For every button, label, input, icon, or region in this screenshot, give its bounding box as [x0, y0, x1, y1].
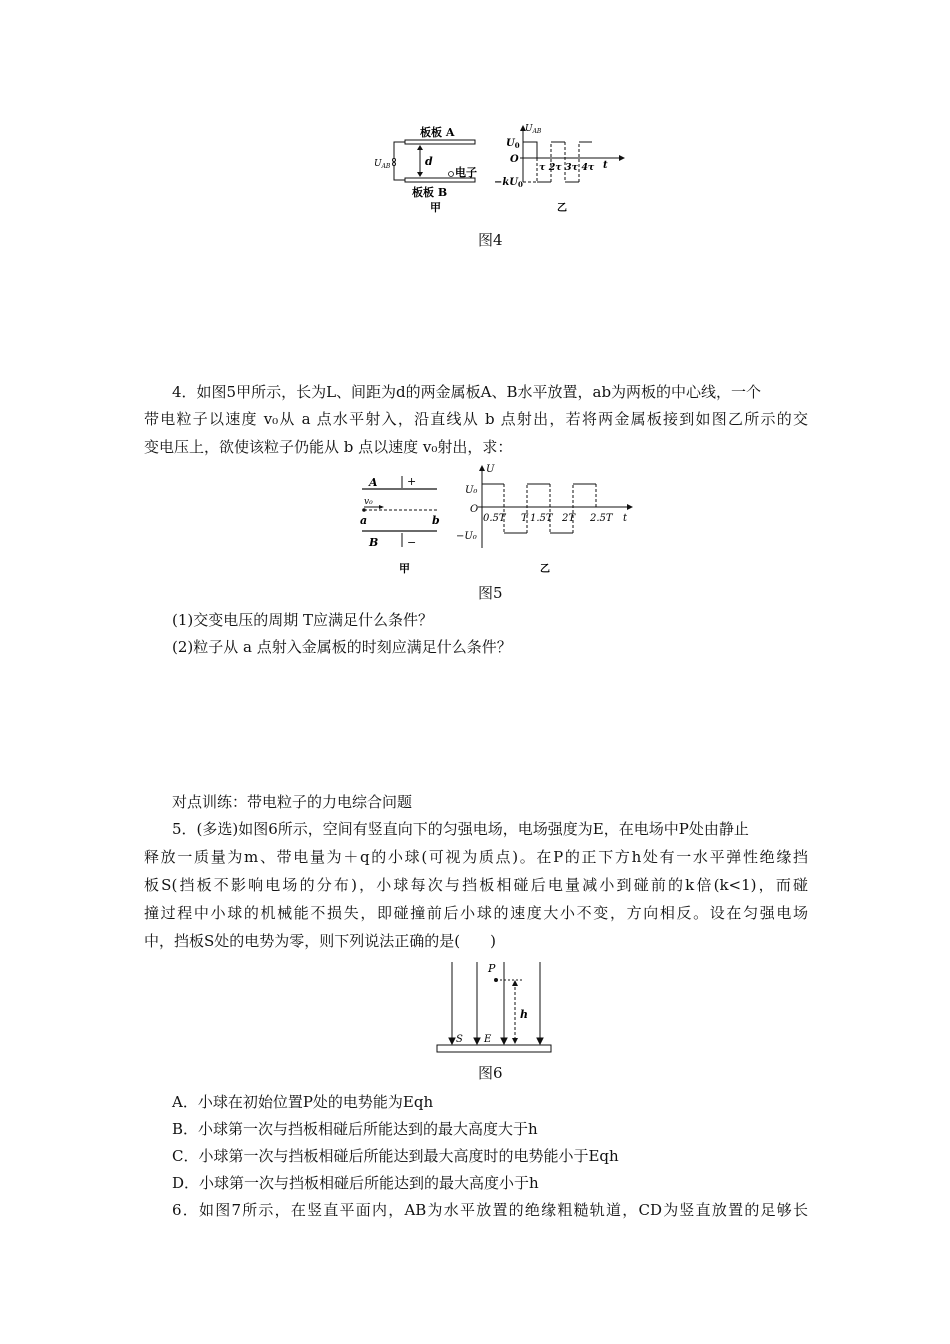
q5-line-3: 板S(挡板不影响电场的分布)，小球每次与挡板相碰后电量减小到碰前的k倍(k<1)，而碰 [144, 876, 808, 894]
fig5-tick-2t: 2T [562, 513, 576, 524]
fig5-axis-t-label: t [623, 513, 628, 524]
q4-line-2: 带电粒子以速度 v₀从 a 点水平射入，沿直线从 b 点射出，若将两金属板接到如图乙所示的交 [144, 410, 808, 428]
q6-line-1: 6．如图7所示，在竖直平面内，AB为水平放置的绝缘粗糙轨道，CD为竖直放置的足够长 [172, 1201, 808, 1219]
fig4-ticks-label: τ 2τ 3τ 4τ [539, 162, 595, 173]
fig4-neg-label: $-kU_0$ [494, 177, 523, 189]
fig5-b-label: b [432, 514, 440, 527]
q5-line-5: 中，挡板S处的电势为零，则下列说法正确的是( ) [144, 932, 496, 950]
fig5-minus-label: − [407, 536, 417, 549]
fig6-h-label: h [520, 1008, 528, 1021]
fig4-axis-y-label: $U_{AB}$ [525, 124, 542, 135]
fig6-baffle [437, 1045, 551, 1052]
q5-option-d: D．小球第一次与挡板相碰后所能达到的最大高度小于h [172, 1174, 539, 1192]
fig5-tick-t: T [521, 513, 528, 524]
fig4-d-label: d [425, 155, 433, 168]
figure-4 [360, 118, 630, 230]
figure-5-drawing [352, 460, 642, 580]
q5-option-b: B．小球第一次与挡板相碰后所能达到的最大高度大于h [172, 1120, 538, 1138]
fig5-tick-25t: 2.5T [590, 513, 613, 524]
fig6-s-label: S [456, 1034, 463, 1045]
fig5-jia-label: 甲 [399, 562, 410, 575]
fig4-plate-a [405, 140, 475, 144]
section-title: 对点训练：带电粒子的力电综合问题 [172, 793, 413, 811]
fig4-axis-t-label: t [603, 160, 608, 171]
fig4-origin-label: O [510, 154, 519, 165]
q5-option-c: C．小球第一次与挡板相碰后所能达到最大高度时的电势能小于Eqh [172, 1147, 619, 1165]
q4-line-3: 变电压上，欲使该粒子仍能从 b 点以速度 v₀射出，求： [144, 438, 513, 456]
q5-line-2: 释放一质量为m、带电量为＋q的小球(可视为质点)。在P的正下方h处有一水平弹性绝缘挡 [144, 848, 808, 866]
fig5-origin-label: O [470, 504, 479, 515]
fig5-plus-label: + [407, 475, 417, 488]
fig5-neg-label: −U₀ [456, 531, 477, 542]
fig4-jia [374, 125, 477, 214]
q5-line-1: 5．(多选)如图6所示，空间有竖直向下的匀强电场，电场强度为E，在电场中P处由静止 [172, 820, 749, 838]
fig5-plate-b-label: B [369, 536, 379, 549]
fig4-plate-a-label: 板板 A [420, 126, 455, 139]
fig4-electron-label: 电子 [455, 166, 477, 179]
fig4-electron-dot [449, 172, 454, 177]
fig5-plate-a-label: A [369, 476, 378, 489]
figure-6 [432, 958, 556, 1058]
fig5-yi [456, 464, 633, 575]
q4-line-1: 4．如图5甲所示，长为L、间距为d的两金属板A、B水平放置，ab为两板的中心线，一个 [172, 383, 762, 401]
q5-option-a: A．小球在初始位置P处的电势能为Eqh [172, 1093, 434, 1111]
fig6-p-label: P [488, 962, 496, 975]
q5-line-4: 撞过程中小球的机械能不损失，即碰撞前后小球的速度大小不变，方向相反。设在匀强电场 [144, 904, 808, 922]
fig4-uab-label: $U_{AB}$ [374, 159, 391, 170]
fig5-tick-15t: 1.5T [530, 513, 553, 524]
figure-4-caption: 图4 [478, 231, 503, 249]
fig5-jia [360, 475, 440, 575]
figure-5-caption: 图5 [478, 584, 503, 602]
figure-6-caption: 图6 [478, 1064, 503, 1082]
fig4-u0-label: $U_0$ [506, 138, 520, 150]
figure-5 [352, 460, 642, 580]
fig4-plate-b-label: 板板 B [412, 186, 448, 199]
figure-6-drawing [432, 958, 556, 1058]
fig5-tick-05t: 0.5T [483, 513, 506, 524]
fig4-yi [494, 124, 625, 214]
fig5-u0-label: U₀ [465, 485, 478, 496]
q4-sub-1: (1)交变电压的周期 T应满足什么条件？ [172, 611, 434, 629]
fig4-yi-label: 乙 [557, 203, 567, 214]
q4-sub-2: (2)粒子从 a 点射入金属板的时刻应满足什么条件？ [172, 638, 512, 656]
fig5-axis-y-label: U [486, 464, 495, 475]
fig4-jia-label: 甲 [430, 201, 441, 214]
fig5-v0-label: v₀ [364, 497, 373, 507]
figure-4-drawing [360, 118, 630, 230]
fig6-e-label: E [484, 1034, 492, 1045]
fig5-a-label: a [360, 514, 368, 527]
fig5-yi-label: 乙 [540, 564, 550, 575]
